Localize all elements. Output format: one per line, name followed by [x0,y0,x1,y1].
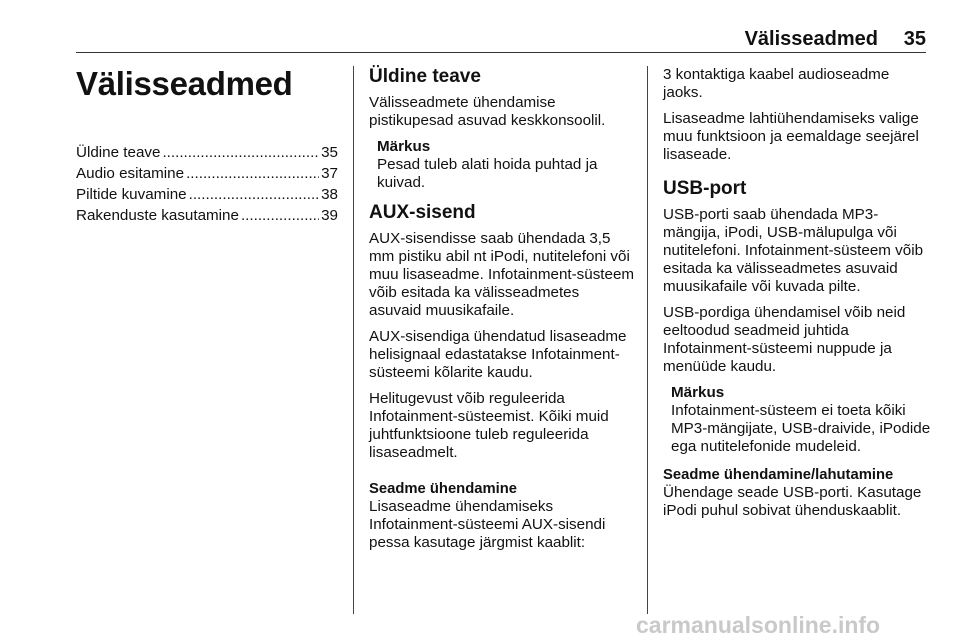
note-text: Pesad tuleb alati hoida puhtad ja kuivad. [377,156,598,191]
general-intro: Välisseadmete ühendamise pistikupesad asuvad keskkonsoolil. [369,94,606,129]
page-number: 35 [903,28,926,50]
subheading-connect: Seadme ühendamine [369,481,518,497]
toc-label: Piltide kuvamine [76,186,187,203]
column-1 [76,66,338,228]
cable-paragraph: 3 kontaktiga kaabel audioseadme jaoks. [663,66,890,101]
toc-page: 38 [321,186,338,203]
page-header [76,26,926,53]
usb-connect-text: Ühendage seade USB-porti. Kasutage iPodi puhul sobivat ühenduskaablit. [663,484,922,519]
toc-entry[interactable] [76,165,338,186]
section-heading-aux: AUX-sisend [369,202,476,223]
section-heading-usb: USB-port [663,178,747,199]
aux-connect-text: Lisaseadme ühendamiseks Infotainment-süsteemi AUX-sisendi pessa kasutage järgmist kaablit: [369,498,606,551]
note-box [369,138,635,192]
aux-paragraph-3: Helitugevust võib reguleerida Infotainment-süsteemist. Kõiki muid juhtfunktsioone tuleb reguleerida lisaseadmelt. [369,390,609,461]
subheading-connect-disconnect: Seadme ühendamine/lahutamine [663,467,894,483]
toc-page: 35 [321,144,338,161]
toc-label: Rakenduste kasutamine [76,207,239,224]
toc-page: 37 [321,165,338,182]
usb-paragraph-2: USB-pordiga ühendamisel võib neid eeltoodud seadmeid juhtida Infotainment-süsteemi nuppude ja menüüde kaudu. [663,304,906,375]
usb-paragraph-1: USB-porti saab ühendada MP3-mängija, iPodi, USB-mälupulga või nutitelefoni. Infotainment-süsteem võib esitada ka välisseadmetes asuvaid muusikafaile või kuvada pilte. [663,206,924,295]
toc-entry[interactable] [76,207,338,228]
column-divider-2 [647,66,648,614]
toc-entry[interactable] [76,186,338,207]
aux-paragraph-2: AUX-sisendiga ühendatud lisaseadme helisignaal edastatakse Infotainment-süsteemi kõlarite kaudu. [369,328,627,381]
note-title: Märkus [671,384,725,401]
column-divider-1 [353,66,354,614]
chapter-title: Välisseadmed [76,65,293,102]
header-title: Välisseadmed [744,28,878,50]
toc-label: Audio esitamine [76,165,185,182]
note-text: Infotainment-süsteem ei toeta kõiki MP3-mängijate, USB-draivide, iPodide ega nutitelefonide mudeleid. [671,402,931,455]
note-title: Märkus [377,138,431,155]
toc-entry[interactable] [76,144,338,165]
disconnect-paragraph: Lisaseadme lahtiühendamiseks valige muu funktsioon ja eemaldage seejärel lisaseade. [663,110,919,163]
aux-paragraph-1: AUX-sisendisse saab ühendada 3,5 mm pistiku abil nt iPodi, nutitelefoni või muu lisaseadme. Infotainment-süsteem võib esitada ka välisseadmetes asuvaid muusikafaile. [369,230,635,319]
column-3 [663,66,933,528]
table-of-contents [76,144,338,228]
toc-label: Üldine teave [76,144,161,161]
watermark: carmanualsonline.info [636,612,881,638]
note-box [663,384,933,456]
section-heading-general: Üldine teave [369,66,481,87]
column-2 [369,66,635,560]
toc-page: 39 [321,207,338,224]
